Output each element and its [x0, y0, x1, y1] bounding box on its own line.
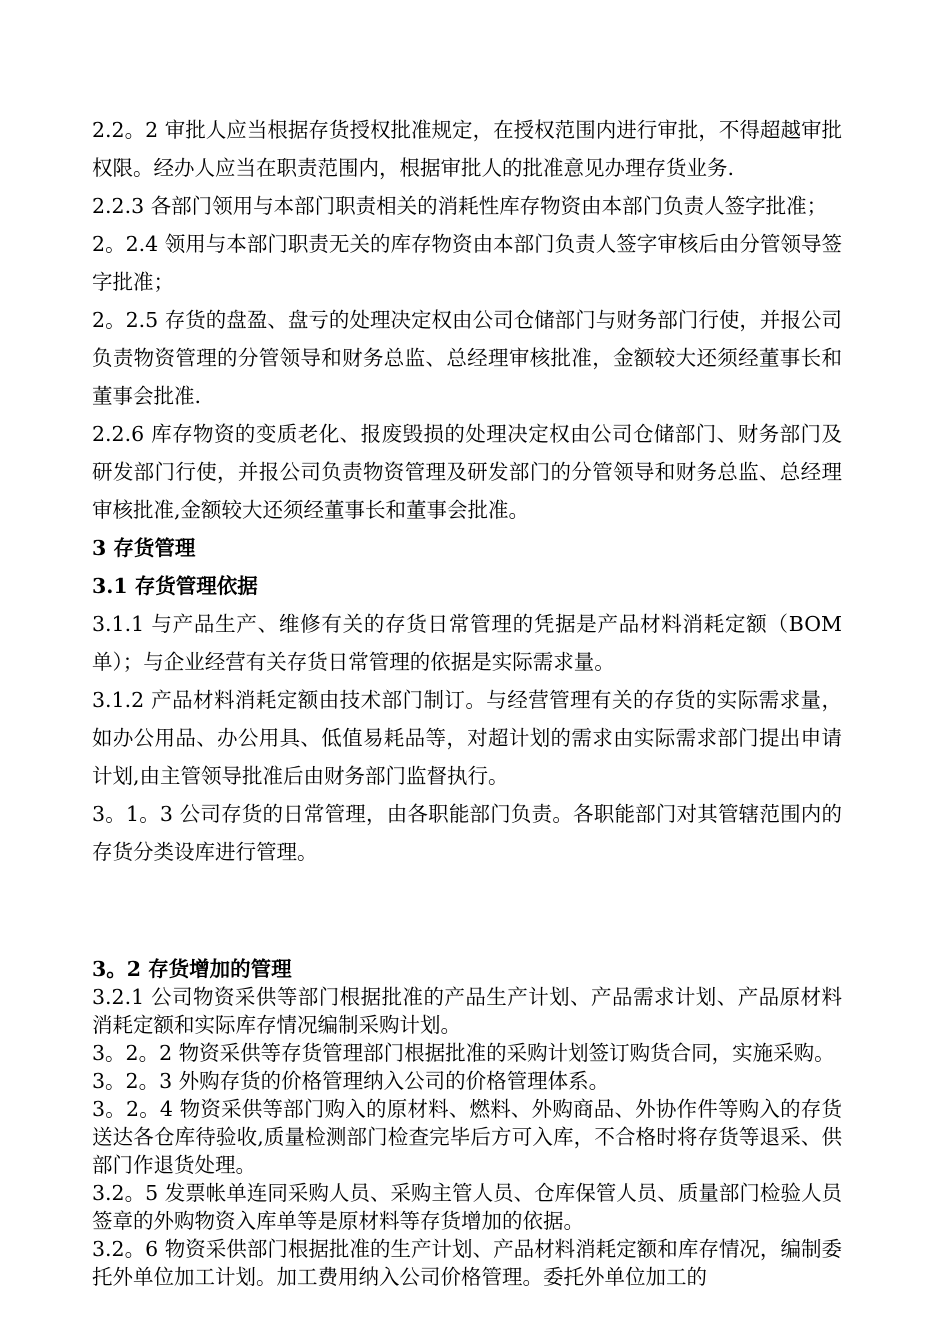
paragraph-3-2-4: 3。2。4 物资采供等部门购入的原材料、燃料、外购商品、外协作件等购入的存货送达各仓库待验收,质量检测部门检查完毕后方可入库，不合格时将存货等退采、供部门作退货处理。 [92, 1097, 842, 1177]
paragraph-2-2-2: 2.2。2 审批人应当根据存货授权批准规定，在授权范围内进行审批，不得超越审批权限。经办人应当在职责范围内，根据审批人的批准意见办理存货业务. [92, 118, 842, 180]
paragraph-3-1-2: 3.1.2 产品材料消耗定额由技术部门制订。与经营管理有关的存货的实际需求量，如办公用品、办公用具、低值易耗品等，对超计划的需求由实际需求部门提出申请计划,由主管领导批准后由财务部门监督执行。 [92, 688, 842, 788]
paragraph-3-2-3: 3。2。3 外购存货的价格管理纳入公司的价格管理体系。 [92, 1069, 610, 1093]
section-heading-3: 3 存货管理 [92, 536, 196, 560]
paragraph-3-2-2: 3。2。2 物资采供等存货管理部门根据批准的采购计划签订购货合同，实施采购。 [92, 1041, 835, 1065]
paragraph-3-2-6: 3.2。6 物资采供部门根据批准的生产计划、产品材料消耗定额和库存情况，编制委托外单位加工计划。加工费用纳入公司价格管理。委托外单位加工的 [92, 1237, 842, 1289]
section-heading-3-2: 3。2 存货增加的管理 [92, 957, 292, 981]
paragraph-2-2-4: 2。2.4 领用与本部门职责无关的库存物资由本部门负责人签字审核后由分管领导签字批准； [92, 232, 842, 294]
document-body-compact [92, 955, 842, 1291]
paragraph-3-2-5: 3.2。5 发票帐单连同采购人员、采购主管人员、仓库保管人员、质量部门检验人员签章的外购物资入库单等是原材料等存货增加的依据。 [92, 1181, 842, 1233]
paragraph-2-2-5: 2。2.5 存货的盘盈、盘亏的处理决定权由公司仓储部门与财务部门行使，并报公司负责物资管理的分管领导和财务总监、总经理审核批准，金额较大还须经董事长和董事会批准. [92, 308, 842, 408]
paragraph-3-2-1: 3.2.1 公司物资采供等部门根据批准的产品生产计划、产品需求计划、产品原材料消耗定额和实际库存情况编制采购计划。 [92, 985, 842, 1037]
paragraph-2-2-6: 2.2.6 库存物资的变质老化、报废毁损的处理决定权由公司仓储部门、财务部门及研发部门行使，并报公司负责物资管理及研发部门的分管领导和财务总监、总经理审核批准,金额较大还须经董事长和董事会批准。 [92, 422, 842, 522]
paragraph-3-1-3: 3。1。3 公司存货的日常管理，由各职能部门负责。各职能部门对其管辖范围内的存货分类设库进行管理。 [92, 802, 842, 864]
paragraph-2-2-3: 2.2.3 各部门领用与本部门职责相关的消耗性库存物资由本部门负责人签字批准； [92, 194, 828, 218]
section-heading-3-1: 3.1 存货管理依据 [92, 574, 258, 598]
document-body-spaced [92, 111, 842, 871]
paragraph-3-1-1: 3.1.1 与产品生产、维修有关的存货日常管理的凭据是产品材料消耗定额（BOM 单）；与企业经营有关存货日常管理的依据是实际需求量。 [92, 612, 842, 674]
